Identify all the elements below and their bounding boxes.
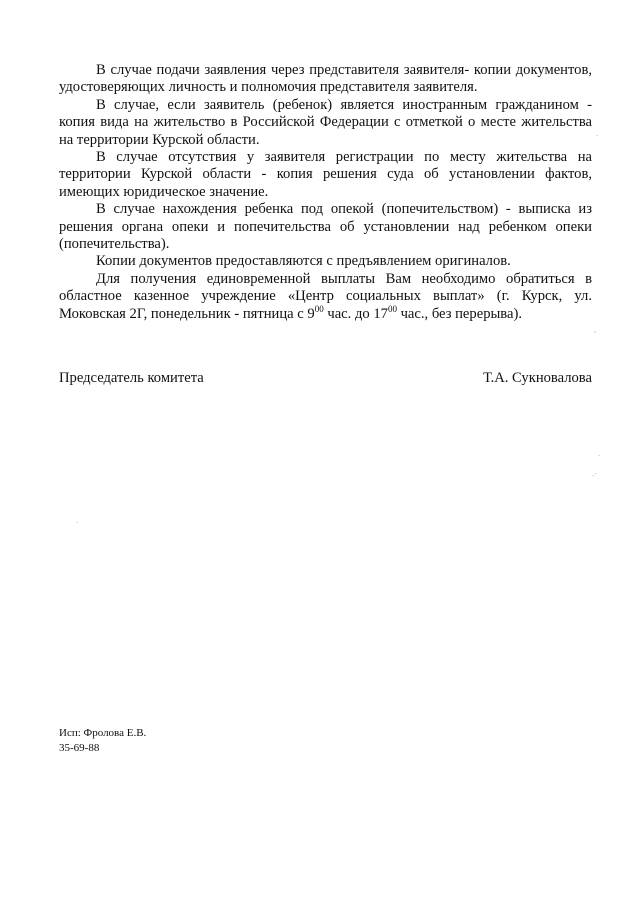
paragraph-representative: В случае подачи заявления через представителя заявителя- копии документов, удостоверяющих личность и полномочия представителя заявителя.	[59, 62, 592, 96]
scan-speck: ·	[76, 519, 79, 527]
time-end-minutes: 00	[387, 303, 397, 314]
scan-speck: .·	[592, 470, 597, 478]
time-start-hour: 9	[307, 305, 315, 322]
scan-speck: '	[594, 330, 596, 338]
signature-block	[59, 370, 592, 387]
executor-name: Исп: Фролова Е.В.	[59, 727, 147, 739]
paragraph-payment-office	[59, 271, 592, 323]
signatory-position: Председатель комитета	[59, 370, 204, 386]
paragraph-foreign-citizen: В случае, если заявитель (ребенок) является иностранным гражданином - копия вида на жительство в Российской Федерации с отметкой о месте жительства на территории Курской области.	[59, 96, 592, 148]
time-end-hour: 17	[373, 305, 388, 322]
executor-phone: 35-69-88	[59, 742, 100, 754]
paragraph-guardianship: В случае нахождения ребенка под опекой (попечительством) - выписка из решения органа опеки и попечительства об установлении над ребенком опеки (попечительства).	[59, 201, 592, 253]
executor-block	[59, 726, 146, 756]
paragraph-no-registration: В случае отсутствия у заявителя регистрации по месту жительства на территории Курской области - копия решения суда об установлении фактов, имеющих юридическое значение.	[59, 149, 592, 200]
signatory-name: Т.А. Сукновалова	[483, 370, 592, 386]
scan-speck: ·	[596, 132, 599, 140]
time-between-text: час. до	[323, 305, 374, 322]
time-after-text: час., без перерыва).	[396, 305, 522, 322]
document-body	[59, 62, 592, 323]
time-start-minutes: 00	[314, 303, 324, 314]
scan-speck: ·	[598, 452, 601, 460]
paragraph-originals: Копии документов предоставляются с предъявлением оригиналов.	[96, 253, 511, 270]
office-text: Для получения единовременной выплаты Вам необходимо обратиться в областное казенное учреждение «Центр социальных выплат» (г. Курск, ул. Моковская 2Г, понедельник - пятница с	[59, 270, 592, 322]
